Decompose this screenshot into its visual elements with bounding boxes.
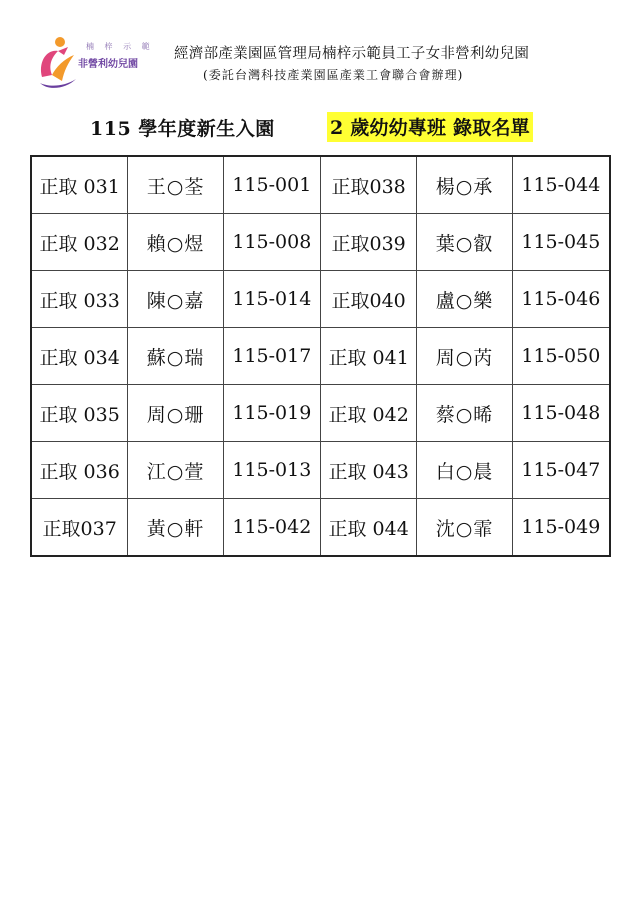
table-row — [31, 385, 610, 442]
organization-name: 經濟部產業園區管理局楠梓示範員工子女非營利幼兒園 — [174, 46, 530, 62]
table-row — [31, 328, 610, 385]
application-number: 115-013 — [223, 442, 320, 499]
admission-code: 正取 034 — [31, 328, 128, 385]
table-row — [31, 156, 610, 214]
application-number: 115-045 — [512, 214, 610, 271]
table-row — [31, 214, 610, 271]
student-name: 沈○霏 — [417, 499, 512, 557]
table-row — [31, 499, 610, 557]
application-number: 115-042 — [223, 499, 320, 557]
admission-code: 正取040 — [320, 271, 416, 328]
admission-code: 正取038 — [320, 156, 416, 214]
admission-code: 正取 033 — [31, 271, 128, 328]
logo-top-text: 楠 梓 示 範 — [86, 42, 154, 51]
admission-code: 正取 041 — [320, 328, 416, 385]
admission-code: 正取 031 — [31, 156, 128, 214]
student-name: 黃○軒 — [128, 499, 223, 557]
admission-code: 正取 043 — [320, 442, 416, 499]
logo-main-text: 非營利幼兒園 — [78, 59, 138, 70]
student-name: 江○萱 — [128, 442, 223, 499]
student-name: 盧○樂 — [417, 271, 512, 328]
student-name: 葉○叡 — [417, 214, 512, 271]
admission-list-table — [30, 155, 611, 557]
student-name: 賴○煜 — [128, 214, 223, 271]
admission-code: 正取 036 — [31, 442, 128, 499]
application-number: 115-019 — [223, 385, 320, 442]
document-title — [0, 114, 636, 144]
table-row — [31, 442, 610, 499]
application-number: 115-044 — [512, 156, 610, 214]
application-number: 115-050 — [512, 328, 610, 385]
organization-subtitle: (委託台灣科技產業園區產業工會聯合會辦理) — [203, 68, 464, 82]
student-name: 陳○嘉 — [128, 271, 223, 328]
student-name: 蔡○晞 — [417, 385, 512, 442]
student-name: 王○荃 — [128, 156, 223, 214]
application-number: 115-047 — [512, 442, 610, 499]
student-name: 楊○承 — [417, 156, 512, 214]
student-name: 周○珊 — [128, 385, 223, 442]
student-name: 周○芮 — [417, 328, 512, 385]
admission-code: 正取 032 — [31, 214, 128, 271]
application-number: 115-014 — [223, 271, 320, 328]
kindergarten-logo — [34, 33, 158, 93]
title-class-highlight: 2 歲幼幼專班 錄取名單 — [327, 112, 533, 142]
title-year: 115 學年度新生入園 — [90, 118, 275, 140]
application-number: 115-048 — [512, 385, 610, 442]
table-row — [31, 271, 610, 328]
admission-code: 正取039 — [320, 214, 416, 271]
student-name: 蘇○瑞 — [128, 328, 223, 385]
admission-code: 正取 042 — [320, 385, 416, 442]
application-number: 115-049 — [512, 499, 610, 557]
admission-code: 正取 044 — [320, 499, 416, 557]
application-number: 115-046 — [512, 271, 610, 328]
application-number: 115-017 — [223, 328, 320, 385]
student-name: 白○晨 — [417, 442, 512, 499]
application-number: 115-001 — [223, 156, 320, 214]
application-number: 115-008 — [223, 214, 320, 271]
admission-code: 正取037 — [31, 499, 128, 557]
admission-code: 正取 035 — [31, 385, 128, 442]
